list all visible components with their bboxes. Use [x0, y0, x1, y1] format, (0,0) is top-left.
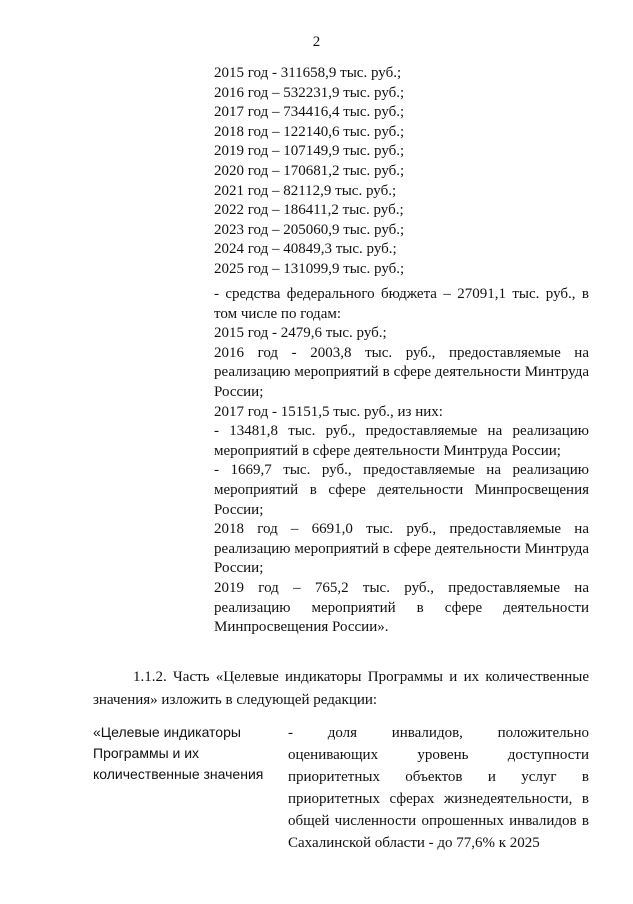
indicators-label: «Целевые индикаторы Программы и их количественные значения	[93, 724, 264, 782]
year-amount-list	[214, 64, 589, 280]
federal-budget-2017-minprosv: - 1669,7 тыс. руб., предоставляемые на реализацию мероприятий в сфере деятельности Минпросвещения России;	[214, 462, 589, 518]
section-heading: 1.1.2. Часть «Целевые индикаторы Программы и их количественные значения» изложить в следующей редакции:	[93, 669, 589, 708]
federal-budget-2017: 2017 год - 15151,5 тыс. руб., из них:	[214, 403, 443, 420]
federal-budget-2019: 2019 год – 765,2 тыс. руб., предоставляемые на реализацию мероприятий в сфере деятельности Минпросвещения России».	[214, 579, 589, 636]
federal-budget-2018: 2018 год – 6691,0 тыс. руб., предоставляемые на реализацию мероприятий в сфере деятельности Минтруда России;	[214, 521, 589, 577]
federal-budget-section	[214, 285, 589, 638]
year-amount-line: 2015 год - 311658,9 тыс. руб.;	[214, 65, 402, 81]
federal-budget-2016: 2016 год - 2003,8 тыс. руб., предоставляемые на реализацию мероприятий в сфере деятельности Минтруда России;	[214, 344, 589, 400]
year-amount-line: 2024 год – 40849,3 тыс. руб.;	[214, 241, 397, 258]
year-amount-line: 2022 год – 186411,2 тыс. руб.;	[214, 202, 404, 219]
indicators-value: - доля инвалидов, положительно оценивающих уровень доступности приоритетных объектов и услуг в приоритетных сферах жизнедеятельности, в общей численности опрошенных инвалидов в Сахалинской области - до 77,6% к 2025	[288, 725, 589, 851]
federal-budget-intro: - средства федерального бюджета – 27091,1 тыс. руб., в том числе по годам:	[214, 286, 589, 322]
page-number: 2	[312, 34, 321, 50]
year-amount-line: 2017 год – 734416,4 тыс. руб.;	[214, 104, 405, 121]
federal-budget-2015: 2015 год - 2479,6 тыс. руб.;	[214, 325, 387, 342]
federal-budget-2017-mintrud: - 13481,8 тыс. руб., предоставляемые на реализацию мероприятий в сфере деятельности Минтруда России;	[214, 423, 589, 459]
year-amount-line: 2019 год – 107149,9 тыс. руб.;	[214, 143, 405, 160]
year-amount-line: 2020 год – 170681,2 тыс. руб.;	[214, 162, 405, 179]
year-amount-line: 2018 год – 122140,6 тыс. руб.;	[214, 123, 405, 140]
year-amount-line: 2025 год – 131099,9 тыс. руб.;	[214, 260, 405, 277]
year-amount-line: 2023 год – 205060,9 тыс. руб.;	[214, 221, 405, 238]
year-amount-line: 2016 год – 532231,9 тыс. руб.;	[214, 84, 405, 101]
year-amount-line: 2021 год – 82112,9 тыс. руб.;	[214, 182, 397, 199]
